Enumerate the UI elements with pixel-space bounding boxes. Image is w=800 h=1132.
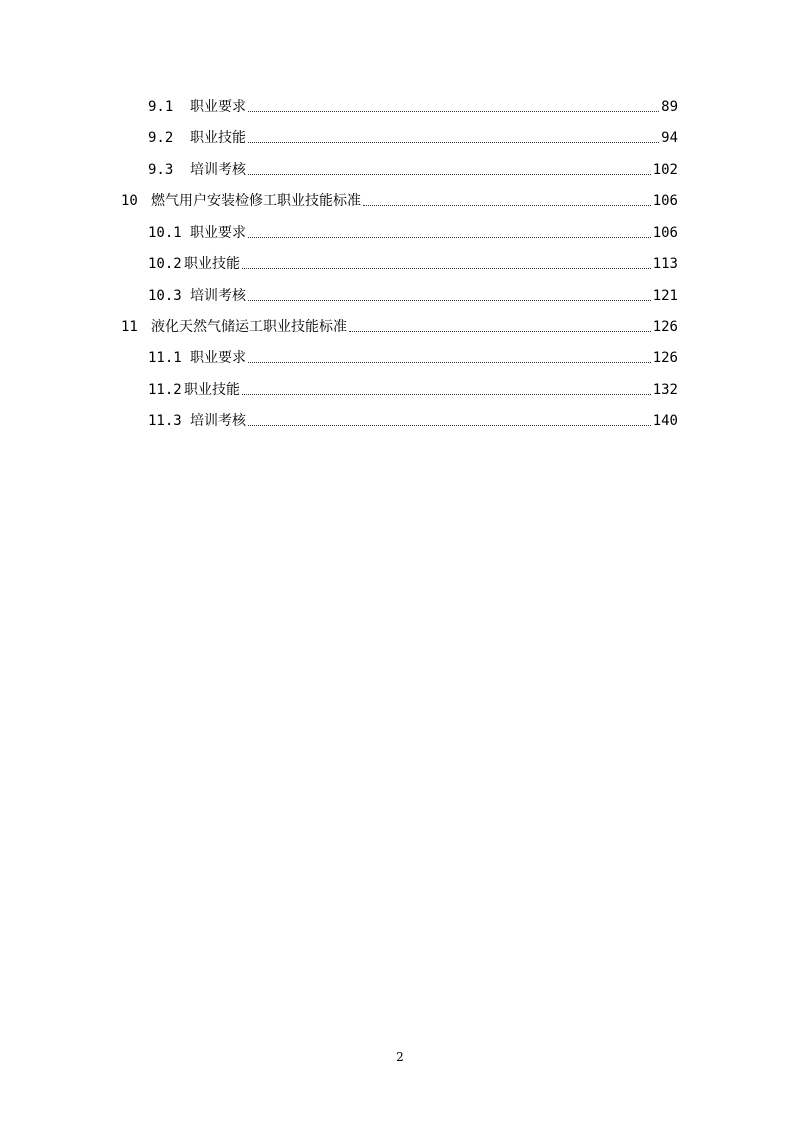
toc-entry-10[interactable] (121, 190, 678, 212)
toc-entry-number: 11 (121, 319, 138, 335)
toc-entry-11-1[interactable] (148, 347, 678, 369)
toc-entry-10-1[interactable] (148, 222, 678, 244)
toc-entry-9-1[interactable] (148, 96, 678, 118)
toc-entry-number: 10.3 (148, 288, 182, 304)
toc-entry-page: 126 (652, 319, 678, 335)
toc-entry-title: 燃气用户安装检修工职业技能标准 (151, 193, 361, 209)
toc-entry-10-3[interactable] (148, 285, 678, 307)
toc-entry-title: 职业要求 (190, 350, 246, 366)
toc-entry-page: 121 (652, 288, 678, 304)
toc-entry-number: 10 (121, 193, 138, 209)
toc-entry-title: 职业要求 (190, 99, 246, 115)
toc-entry-number: 11.1 (148, 350, 182, 366)
toc-entry-11-3[interactable] (148, 410, 678, 432)
toc-entry-page: 106 (652, 193, 678, 209)
toc-entry-9-2[interactable] (148, 127, 678, 149)
dot-leader (248, 111, 659, 112)
toc-entry-page: 89 (661, 99, 678, 115)
dot-leader (242, 394, 651, 395)
toc-entry-number: 10.1 (148, 225, 182, 241)
toc-entry-11-2[interactable] (148, 379, 678, 401)
toc-entry-number: 9.2 (148, 130, 174, 146)
toc-entry-title: 职业技能 (190, 130, 246, 146)
toc-entry-title: 职业要求 (190, 225, 246, 241)
dot-leader (248, 237, 651, 238)
toc-entry-title: 培训考核 (190, 162, 246, 178)
dot-leader (248, 425, 651, 426)
page-number: 2 (396, 1050, 404, 1064)
dot-leader (349, 331, 651, 332)
toc-entry-number: 9.3 (148, 162, 174, 178)
toc-entry-title: 培训考核 (190, 413, 246, 429)
toc-entry-page: 132 (652, 382, 678, 398)
toc-entry-title: 培训考核 (190, 288, 246, 304)
toc-entry-number: 10.2 (148, 256, 182, 272)
toc-entry-number: 11.2 (148, 382, 182, 398)
toc-entry-page: 94 (661, 130, 678, 146)
dot-leader (248, 362, 651, 363)
toc-entry-11[interactable] (121, 316, 678, 338)
toc-entry-9-3[interactable] (148, 159, 678, 181)
toc-entry-page: 140 (652, 413, 678, 429)
dot-leader (242, 268, 651, 269)
toc-entry-10-2[interactable] (148, 253, 678, 275)
toc-entry-page: 102 (652, 162, 678, 178)
toc-entry-title: 职业技能 (184, 382, 240, 398)
dot-leader (248, 300, 651, 301)
toc-entry-page: 113 (652, 256, 678, 272)
dot-leader (363, 205, 651, 206)
toc-entry-page: 106 (652, 225, 678, 241)
toc-entry-title: 液化天然气储运工职业技能标准 (151, 319, 347, 335)
dot-leader (248, 174, 651, 175)
table-of-contents (0, 0, 800, 460)
toc-entry-title: 职业技能 (184, 256, 240, 272)
toc-entry-number: 11.3 (148, 413, 182, 429)
dot-leader (248, 142, 659, 143)
toc-entry-number: 9.1 (148, 99, 174, 115)
toc-entry-page: 126 (652, 350, 678, 366)
